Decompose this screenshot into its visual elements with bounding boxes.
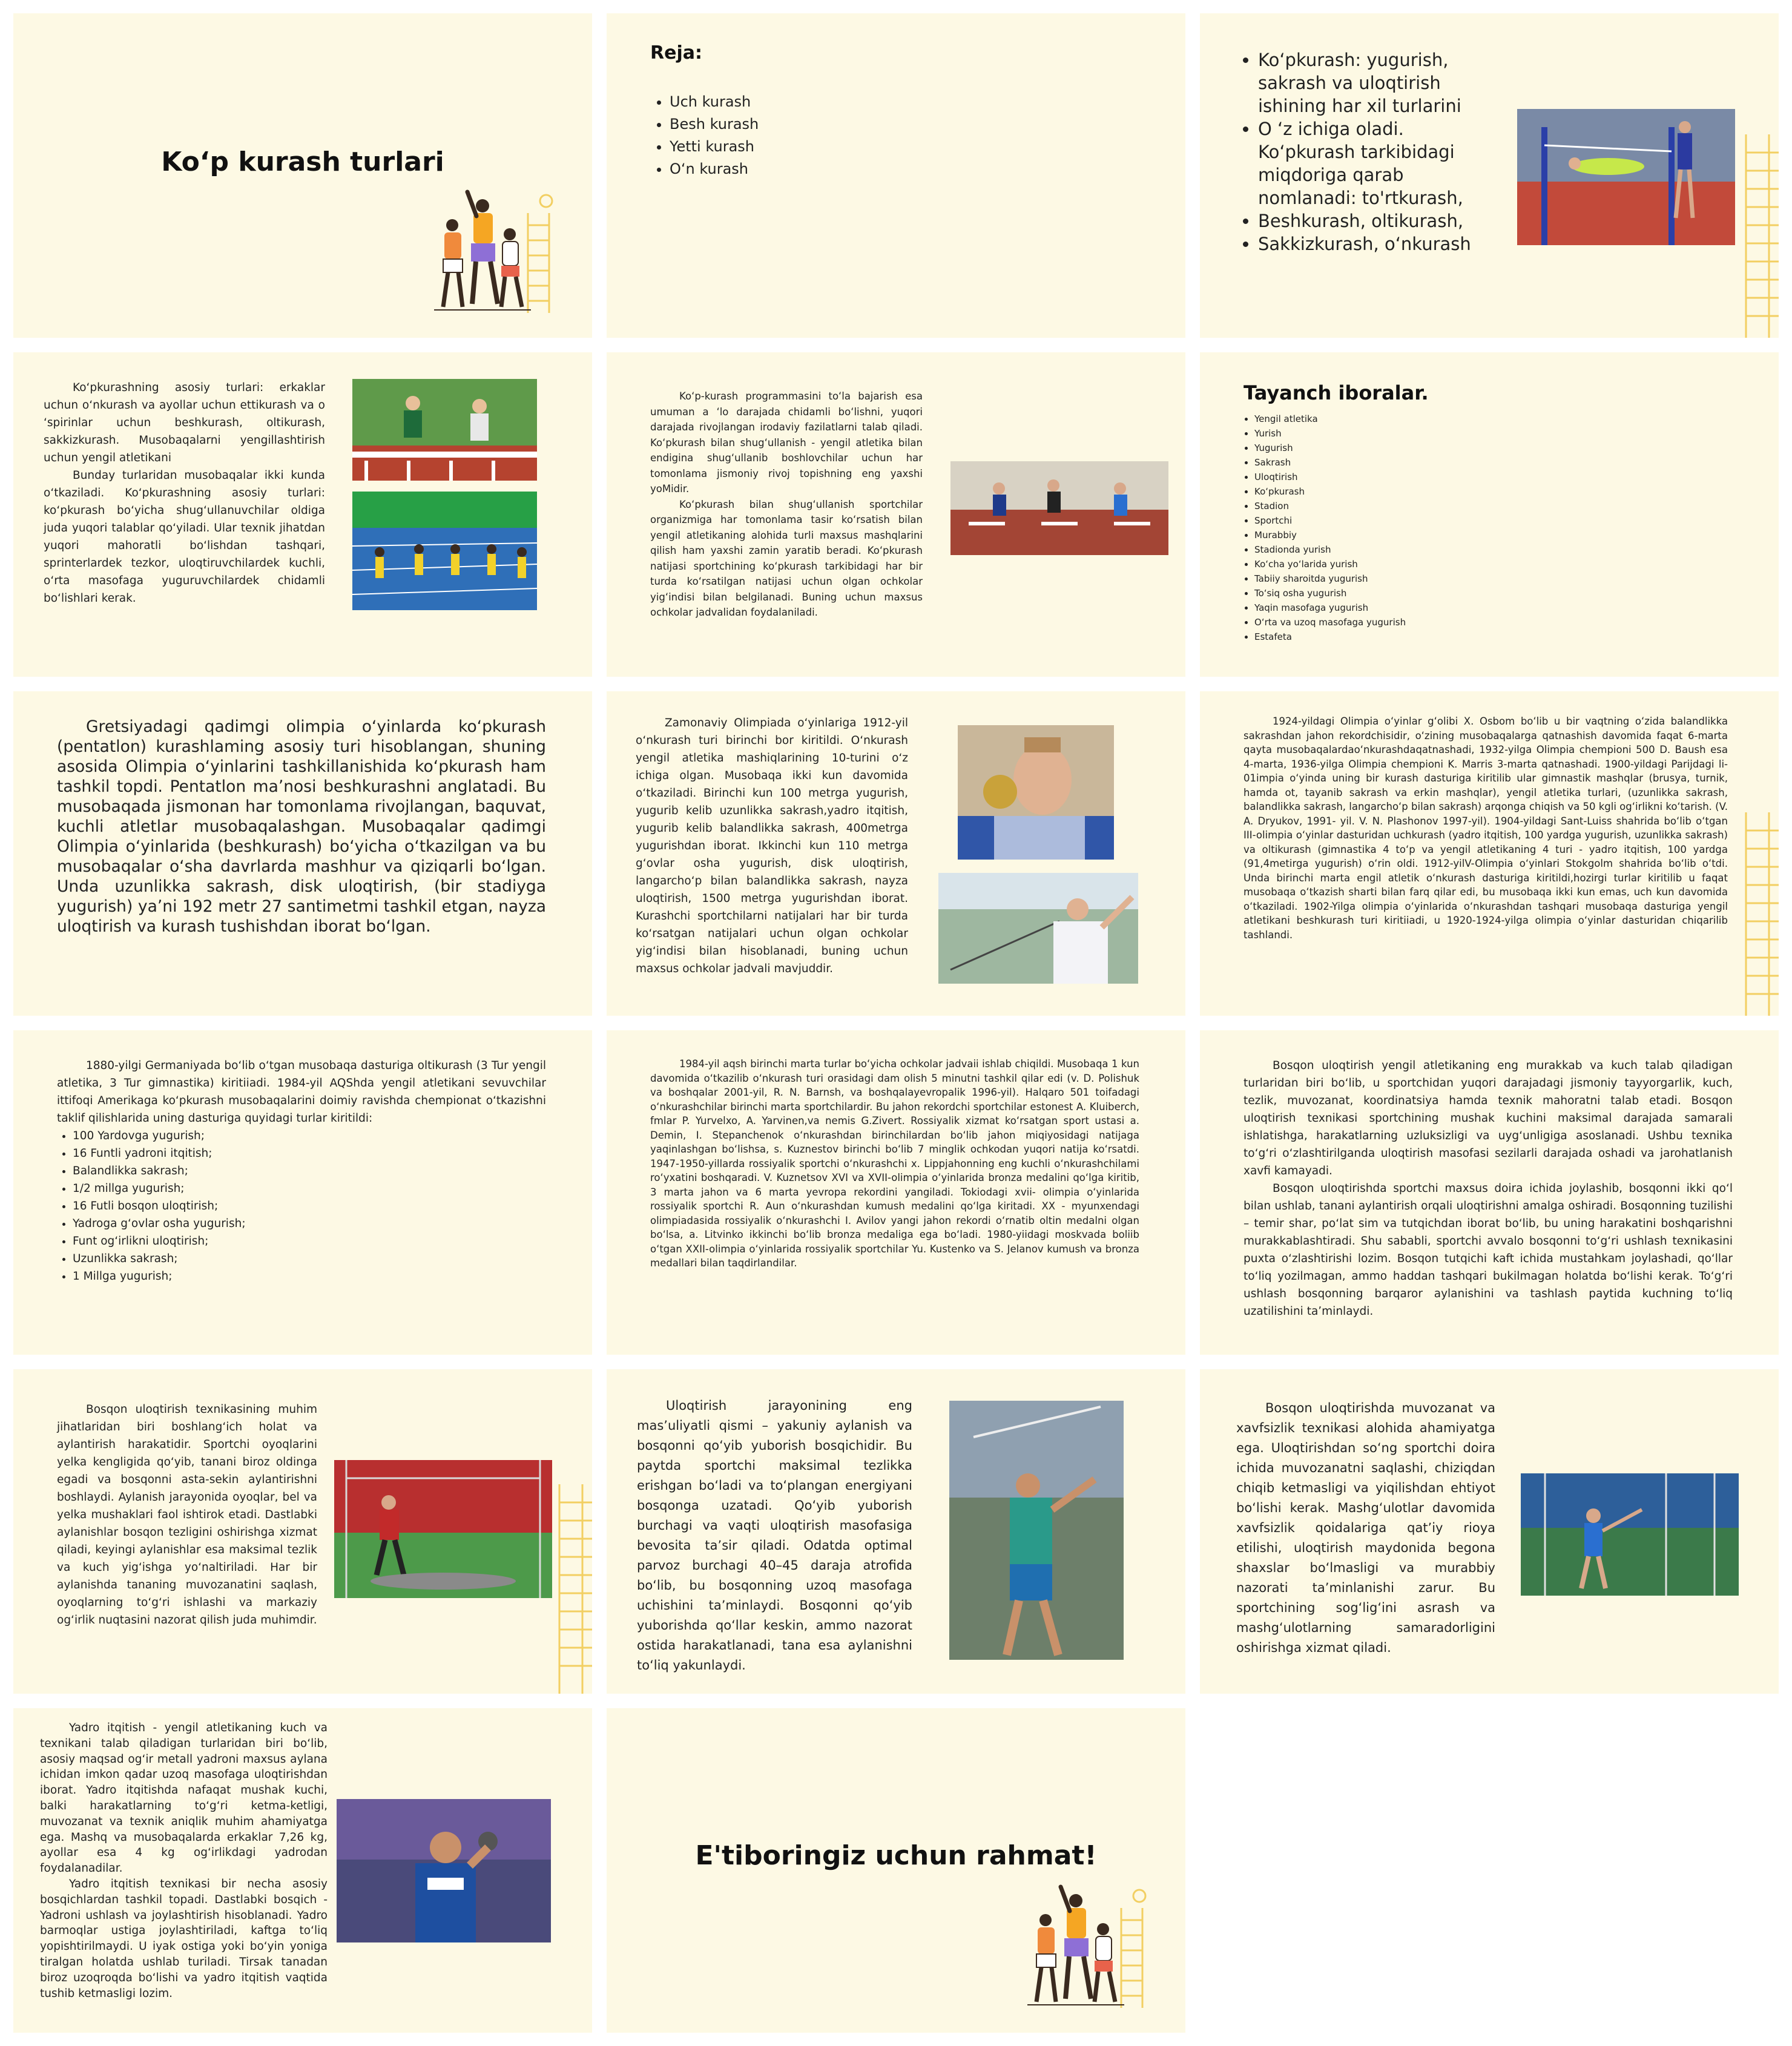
javelin-athlete-photo	[938, 873, 1138, 984]
list-item: • Koʻcha yoʻlarida yurish	[1254, 557, 1406, 571]
slide-12-hammer-throw[interactable]	[1200, 1030, 1779, 1355]
list-item: • Koʻpkurash	[1254, 484, 1406, 499]
list-item: • Yetti kurash	[670, 136, 759, 158]
definition-list	[1242, 48, 1488, 255]
release-phase-text	[637, 1396, 912, 1676]
paragraph: Zamonaviy Olimpiada oʻyinlariga 1912-yil oʻnkurash turi birinchi bor kiritildi. Oʻnkurash yengil atletika mashiqlarining 10-turini oʻz ichiga olgan. Musobaqa ikki kun davomida oʻtkaziladi. Birinchi kun 100 metrga yugurish, yugurib kelib uzunlikka sakrash,yadro itqitish, yugurib kelib balandlikka sakrash, 400metrga yugurishdan iborat. Ikkinchi kun 110 metrga gʻovlar osha yugurish, disk uloqtirish, langarchoʻp bilan balandlikka sakrash, nayza uloqtirish, 1500 metrga yugurishdan iborat. Kurashchi sportchilarni natijalari har bir turda koʻrsatgan natijalari uchun olgan ochkolar yigʻindisi bilan hisoblanadi, buning uchun maxsus ochkolar jadvali mavjuddir.	[636, 717, 908, 975]
plan-list	[654, 91, 759, 180]
slide-2-plan[interactable]	[607, 13, 1185, 338]
usa-1984-text	[650, 1057, 1139, 1271]
history-text	[57, 717, 546, 936]
list-item: • Yugurish	[1254, 441, 1406, 455]
paragraph: Yadro itqitish - yengil atletikaning kuch va texnikani talab qiladigan turlaridan biri boʻlib, asosiy maqsad ogʻir metall yadroni maxsus aylana ichidan imkon qadar uzoq masofaga uloqtirishdan iborat. Yadro itqitishda nafaqat mushak kuchi, balki harakatlarning toʻgʻri ketma-ketligi, muvozanat va texnik aniqlik muhim ahamiyatga ega. Mashq va musobaqalarda erkaklar 7,26 kg, ayollar esa 4 kg ogʻirlikdagi yadrodan foydalanadilar.	[40, 1722, 328, 1875]
paragraph: Koʻpkurashning asosiy turlari: erkaklar uchun oʻnkurash va ayollar uchun ettikurash va o ʻspirinlar uchun beshkurash, oltikurash, sakkizkurash. Musobaqalarni yengillashtirish uchun yengil atletikani	[44, 381, 325, 464]
slide-16-shot-put[interactable]	[13, 1708, 592, 2033]
paragraph: 1880-yilgi Germaniyada boʻlib oʻtgan musobaqa dasturiga oltikurash (3 Tur yengil atletika, 3 Tur gimnastika) kiritiiadi. 1984-yil AQShda yengil atletikani sevuvchilar ittifoqi Amerikaga koʻpkurash musobaqalarini doimiy ravishda chempionat oʻtkazishni taklif qilishlarida uning dasturiga quyidagi turlar kiritildi:	[57, 1059, 546, 1125]
list-item: • Koʻpkurash: yugurish, sakrash va uloqtirish ishining har xil turlarini	[1258, 48, 1488, 117]
safety-text	[1236, 1398, 1495, 1658]
list-item: • Yadroga gʻovlar osha yugurish;	[73, 1215, 546, 1232]
shot-put-athlete-photo	[958, 725, 1114, 860]
list-item: • 100 Yardovga yugurish;	[73, 1127, 546, 1145]
germany-1880-text	[57, 1057, 546, 1285]
hammer-technique-text	[57, 1401, 317, 1629]
types-text	[44, 379, 325, 607]
slide-4-types[interactable]	[13, 352, 592, 677]
hammer-throw-text	[1244, 1057, 1733, 1320]
thank-you-title: E'tiboringiz uchun rahmat!	[695, 1840, 1097, 1871]
paragraph: Yadro itqitish texnikasi bir necha asosiy bosqichlardan tashkil topadi. Dastlabki bosqich - Yadroni ushlash va joylashtirish hisoblanadi. Yadro barmoqlar ustiga joylashtiriladi, kaftga toʻliq yopishtirilmaydi. U iyak ostiga yoki boʻyin yoniga tiralgan holatda ushlab turiladi. Tirsak tanadan biroz uzoqroqda boʻlishi va yadro itqitish vaqtida tushib ketmasligi lozim.	[40, 1877, 328, 2000]
slide-3-definition[interactable]	[1200, 13, 1779, 338]
slide-15-safety[interactable]	[1200, 1369, 1779, 1694]
list-item: • Yurish	[1254, 426, 1406, 441]
slide-17-thank-you[interactable]	[607, 1708, 1185, 2033]
olympic-history-text	[1244, 714, 1728, 942]
list-item: • Stadion	[1254, 499, 1406, 513]
hammer-throw-photo	[334, 1460, 552, 1598]
slide-6-keywords[interactable]	[1200, 352, 1779, 677]
list-item: • Besh kurash	[670, 113, 759, 136]
list-item: • Beshkurash, oltikurash,	[1258, 209, 1488, 232]
ladder-decoration	[546, 1484, 592, 1694]
slide-14-release-phase[interactable]	[607, 1369, 1185, 1694]
list-item: • Sakkizkurash, oʻnkurash	[1258, 232, 1488, 255]
list-item: • 1 Millga yugurish;	[73, 1268, 546, 1285]
paragraph: Gretsiyadagi qadimgi olimpia oʻyinlarda koʻpkurash (pentatlon) kurashlaming asosiy turi hisoblangan, shuning asosida Olimpia oʻyinlarini tashkillanishida koʻpkurash ham tashkil topdi. Pentatlon maʼnosi beshkurashni anglatadi. Bu musobaqada jismonan har tomonlama rivojlangan, baquvat, kuchli atletlar musobaqalashgan. Musobaqalar qadimgi Olimpia oʻyinlarida (beshkurash) boʻyicha oʻtkazilgan va bu musobaqalar oʻsha davrlarda mashhur va qiziqarli boʻlgan. Unda uzunlikka sakrash, disk uloqtirish, (bir stadiyga yugurish) yaʼni 192 metr 27 santimetmi tashkil etgan, nayza uloqtirish va kurash tushishdan iborat boʻlgan.	[57, 717, 546, 936]
list-item: • Yengil atletika	[1254, 412, 1406, 426]
list-item: • Murabbiy	[1254, 528, 1406, 542]
shot-put-text	[40, 1720, 328, 2001]
slide-1-title[interactable]	[13, 13, 592, 338]
paragraph: Koʻpkurash bilan shugʻullanish sportchilar organizmiga har tomonlama tasir koʻrsatish bilan yengil atletikaning alohida turli maxsus mashqlarini qilish ham yaxshi zamin yaratib beradi. Koʻpkurash natijasi sportchining koʻpkurash tarkibidagi har bir turda koʻrsatilgan natijasi uchun olgan ochkolar yigʻindisi bilan belgilanadi. Buning uchun maxsus ochkolar jadvalidan foydalaniladi.	[650, 498, 923, 618]
plan-heading: Reja:	[650, 42, 702, 64]
list-item: • Funt ogʻirlikni uloqtirish;	[73, 1232, 546, 1250]
list-item: • O‘n kurash	[670, 158, 759, 180]
paragraph: Uloqtirish jarayonining eng masʼuliyatli qismi – yakuniy aylanish va bosqonni qoʻyib yuborish bosqichidir. Bu paytda sportchi maksimal tezlikka erishgan boʻladi va toʻplangan energiyani bosqonga uzatadi. Qoʻyib yuborish burchagi va vaqti uloqtirish masofasiga bevosita taʼsir qiladi. Odatda optimal parvoz burchagi 40–45 daraja atrofida boʻlib, bu bosqonning uzoq masofaga uchishini taʼminlaydi. Bosqonni qoʻyib yuborishda qoʻllar keskin, ammo nazorat ostida harakatlanadi, tana esa aylanishni toʻliq yakunlaydi.	[637, 1398, 912, 1673]
list-item: • Yaqin masofaga yugurish	[1254, 600, 1406, 615]
list-item: • Stadionda yurish	[1254, 542, 1406, 557]
ladder-decoration	[1733, 812, 1779, 1016]
paragraph: Bosqon uloqtirish texnikasining muhim jihatlaridan biri boshlangʻich holat va aylantirish harakatidir. Sportchi oyoqlarini yelka kengligida qoʻyib, tanani biroz oldinga egadi va bosqonni asta-sekin aylantirishni boshlaydi. Aylanish jarayonida oyoqlar, bel va yelka mushaklari faol ishtirok etadi. Dastlabki aylanishlar bosqon tezligini oshirishga xizmat qiladi, keyingi aylanishlar esa maksimal tezlik va kuch yigʻishga yoʻnaltiriladi. Har bir aylanishda tananing muvozanatini saqlash, oyoqlarning toʻgʻri ishlashi va markaziy ogʻirlik nuqtasini nazorat qilish juda muhimdir.	[57, 1403, 317, 1627]
list-item: • 1/2 millga yugurish;	[73, 1180, 546, 1197]
sprint-photo	[352, 492, 537, 610]
events-list	[57, 1127, 546, 1285]
list-item: • Uzunlikka sakrash;	[73, 1250, 546, 1268]
shot-put-photo	[337, 1799, 551, 1942]
list-item: • Balandlikka sakrash;	[73, 1162, 546, 1180]
list-item: • Oʻrta va uzoq masofaga yugurish	[1254, 615, 1406, 630]
list-item: • 16 Futli bosqon uloqtirish;	[73, 1197, 546, 1215]
paragraph: Bunday turlaridan musobaqalar ikki kunda oʻtkaziladi. Koʻpkurashning asosiy turlari: koʻpkurash boʻyicha shugʻullanuvchilar oldiga juda yuqori talablar qoʻyiladi. Ular texnik jihatdan yuqori mahoratli boʻlishdan tashqari, sprinterlardek tezkor, uloqtiruvchilardek kuchli, oʻrta masofaga yuguruvchilardek chidamli boʻlishlari kerak.	[44, 469, 325, 605]
ladder-decoration	[1733, 134, 1779, 338]
paragraph: Koʻp-kurash programmasini toʻla bajarish esa umuman a ʻlo darajada chidamli boʻlishni, yuqori darajada rivojlangan irodaviy fazilatlarni talab qiladi. Koʻpkurash bilan shugʻullanish - yengil atletika bilan endigina shugʻullanib boshlovchilar uchun har tomonlama jismoniy rivoj topishning eng yaxshi yoMidir.	[650, 390, 923, 495]
slide-9-olympic-history[interactable]	[1200, 691, 1779, 1016]
athletes-illustration	[425, 189, 576, 316]
paragraph: 1924-yildagi Olimpia oʻyinlar gʻolibi X. Osbom boʻlib u bir vaqtning oʻzida balandlikka sakrashdan jahon rekordchisidir, oʻzining musobaqalarga qatnashish davomida faqat 6-marta qayta musobaqalardaoʻnkurashdaqatnashadi, 1932-yilga Olimpia chempioni 500 D. Baush esa 4-marta, 1936-yilga Olimpia chempioni K. Marris 3-marta qatnashadi. 1900-yildagi Parijdagi li-01impia oʻyinda uning bir kurash dasturiga kiritilib ular gimnastik mashqlar (brusya, turnik, hamda ot, tayanib sakrash va erkin mashqlar), yengil atletika turlari, (uzunlikka sakrash, balandlikka sakrash, langarchoʻp bilan sakrash) arqonga chiqish va 50 kgli ogʻirlikni koʻtarish. (V. A. Dryukov, 1991- yil. V. N. Plashonov 1997-yil). 1904-yildagi Sant-Luiss shahrida boʻlib oʻtgan III-olimpia oʻyinlar dasturidan uchkurash (yadro itqitish, 100 yardga yugurish, uzunlikka sakrash) va oltikurash (gimnastika 4 toʻp va yengil atletikaning 4 turi - yadro itqitish, 100 yardga (91,4metirga yugurish) oʻrin oldi. 1912-yilV-Olimpia oʻyinlari Stokgolm shahrida boʻlib oʻtdi. Unda birinchi marta engil atletik oʻnkurash dasturiga kiritildi,hozirgi turlar kiritilib u faqat musobaqa oʻtkazish sharti bilan farq qilar edi, bu musobaqa ikki kun emas, uch kun davomida oʻtkaziladi. 1902-Yilga olimpia oʻyinlarida oʻnkurashdan tashqari musobaqa dasturiga yengil atletikani beshkurash turi kiritiiadi, u 1920-1924-yilga olimpia oʻyinlar dasturidan chiqarilib tashlandi.	[1244, 715, 1728, 941]
slide-7-history[interactable]	[13, 691, 592, 1016]
presentation-title: Koʻp kurash turlari	[161, 146, 444, 177]
list-item: • Toʻsiq osha yugurish	[1254, 586, 1406, 600]
list-item: • Uloqtirish	[1254, 470, 1406, 484]
athletes-illustration	[1018, 1884, 1170, 2011]
keywords-heading: Tayanch iboralar.	[1244, 381, 1429, 404]
javelin-thrower-photo	[949, 1401, 1124, 1660]
paragraph: Bosqon uloqtirish yengil atletikaning eng murakkab va kuch talab qiladigan turlaridan biri boʻlib, u sportchidan yuqori darajadagi jismoniy tayyorgarlik, kuch, tezlik, muvozanat, koordinatsiya hamda texnik mahoratni talab etadi. Bosqon uloqtirish texnikasi sportchining mushak kuchini maksimal darajada samarali ishlatishga, harakatlarning uzluksizligi va uygʻunligiga asoslanadi. Ushbu texnika toʻgʻri oʻzlashtirilganda uloqtirish masofasi sezilarli darajada oshadi va jarohatlanish xavfi kamayadi.	[1244, 1059, 1733, 1177]
slide-13-hammer-technique[interactable]	[13, 1369, 592, 1694]
slide-11-usa-1984[interactable]	[607, 1030, 1185, 1355]
slide-5-program[interactable]	[607, 352, 1185, 677]
female-hammer-thrower-photo	[1521, 1473, 1739, 1596]
list-item: • Tabiiy sharoitda yugurish	[1254, 571, 1406, 586]
list-item: • O ‘z ichiga oladi. Koʻpkurash tarkibidagi miqdoriga qarab nomlanadi: to'rtkurash,	[1258, 117, 1488, 209]
slide-8-modern-olympics[interactable]	[607, 691, 1185, 1016]
list-item: • 16 Funtli yadroni itqitish;	[73, 1145, 546, 1162]
hurdles-photo	[352, 379, 537, 481]
paragraph: 1984-yil aqsh birinchi marta turlar boʻyicha ochkolar jadvaii ishlab chiqildi. Musobaqa 1 kun davomida oʻtkazilib oʻnkurash turi orasidagi dam olish 5 minutni tashkil qilar edi (v. D. Polishuk va boshqalar 2001-yil, R. N. Barnsh, va boshqalayevropalik 1996-yil). Halqaro 501 toifadagi oʻnkurashchilar birinchi marta sportchilardir. Bu jahon rekordchi sportchilar estonest A. Kluiberch, fmlar P. Yurvelxo, A. Yarvinen,va nemis G.Zivert. Rossiyalik xizmat koʻrsatgan sport ustasi a. Demin, I. Stepanchenok oʻnkurashdan birinchilardan boʻlib jahon miqiyosidagi natijaga yaqinlashgan boʻlishsa, s. Kuznestov birinchi boʻlib 7 minglik ochkodan yuqori natija koʻrsatdi. 1947-1950-yillarda rossiyalik sportchi oʻnkurashchi x. Lippjahonning eng kuchli oʻnkurashchilami roʻyxatini boshqaradi. V. Kuznetsov XVI va XVII-olimpia oʻyinlarida bronza medalini qoʻlga kiritib, 3 marta jahon va 6 marta yevropa rekordini yangiladi. Tokiodagi xvii- olimpia oʻyinlarida rossiyalik sportchi R. Aun oʻnkurashdan kumush medalini qoʻlga kiritadi. XX - myunxendagi olimpiadasida rossiyalik oʻnkurashchi I. Avilov yangi jahon rekordi oʻrnatib oltin medalni olgan boʻlsa, a. Litvinko ikkinchi boʻlib bronza medaliga ega boʻladi. 1980-yiidagi moskvada boliib oʻtgan XXII-olimpia oʻyinlarida rossiyalik sportchilar Yu. Kustenko va S. Jelanov kumush va bronza medallari bilan taqdirlandilar.	[650, 1058, 1139, 1269]
paragraph: Bosqon uloqtirishda muvozanat va xavfsizlik texnikasi alohida ahamiyatga ega. Uloqtirishdan soʻng sportchi doira ichida muvozanatni saqlashi, chiziqdan chiqib ketmasligi va yiqilishdan ehtiyot boʻlishi kerak. Mashgʻulotlar davomida xavfsizlik qoidalariga qatʼiy rioya etilishi, uloqtirish maydonida begona shaxslar boʻlmasligi va murabbiy nazorati taʼminlanishi zarur. Bu sportchining sogʻligʻini asrash va mashgʻulotlarning samaradorligini oshirishga xizmat qiladi.	[1236, 1401, 1495, 1655]
list-item: • Estafeta	[1254, 630, 1406, 644]
high-jump-photo	[1517, 109, 1735, 245]
list-item: • Sportchi	[1254, 513, 1406, 528]
program-text	[650, 389, 923, 620]
slide-10-germany-1880[interactable]	[13, 1030, 592, 1355]
list-item: • Sakrash	[1254, 455, 1406, 470]
keywords-list	[1244, 412, 1406, 644]
paragraph: Bosqon uloqtirishda sportchi maxsus doira ichida joylashib, bosqonni ikki qoʻl bilan ushlab, tanani aylantirish orqali uloqtirishni amalga oshiradi. Bosqonning tuzilishi – temir shar, poʻlat sim va tutqichdan iborat boʻlib, bu uning harakatini boshqarishni murakkablashtiradi. Shu sababli, sportchi avvalo bosqonni toʻgʻri ushlash texnikasini puxta oʻzlashtirishi lozim. Bosqon tutqichi kaft ichida mustahkam joylashadi, qoʻllar toʻliq yozilmagan, ammo haddan tashqari bukilmagan holatda boʻlishi kerak. Toʻgʻri ushlash bosqonning barqaror aylanishini va tashlash paytida kuchning toʻliq uzatilishini taʼminlaydi.	[1244, 1182, 1733, 1318]
modern-olympics-text	[636, 714, 908, 978]
list-item: • Uch kurash	[670, 91, 759, 113]
hurdle-race-photo	[950, 461, 1168, 555]
